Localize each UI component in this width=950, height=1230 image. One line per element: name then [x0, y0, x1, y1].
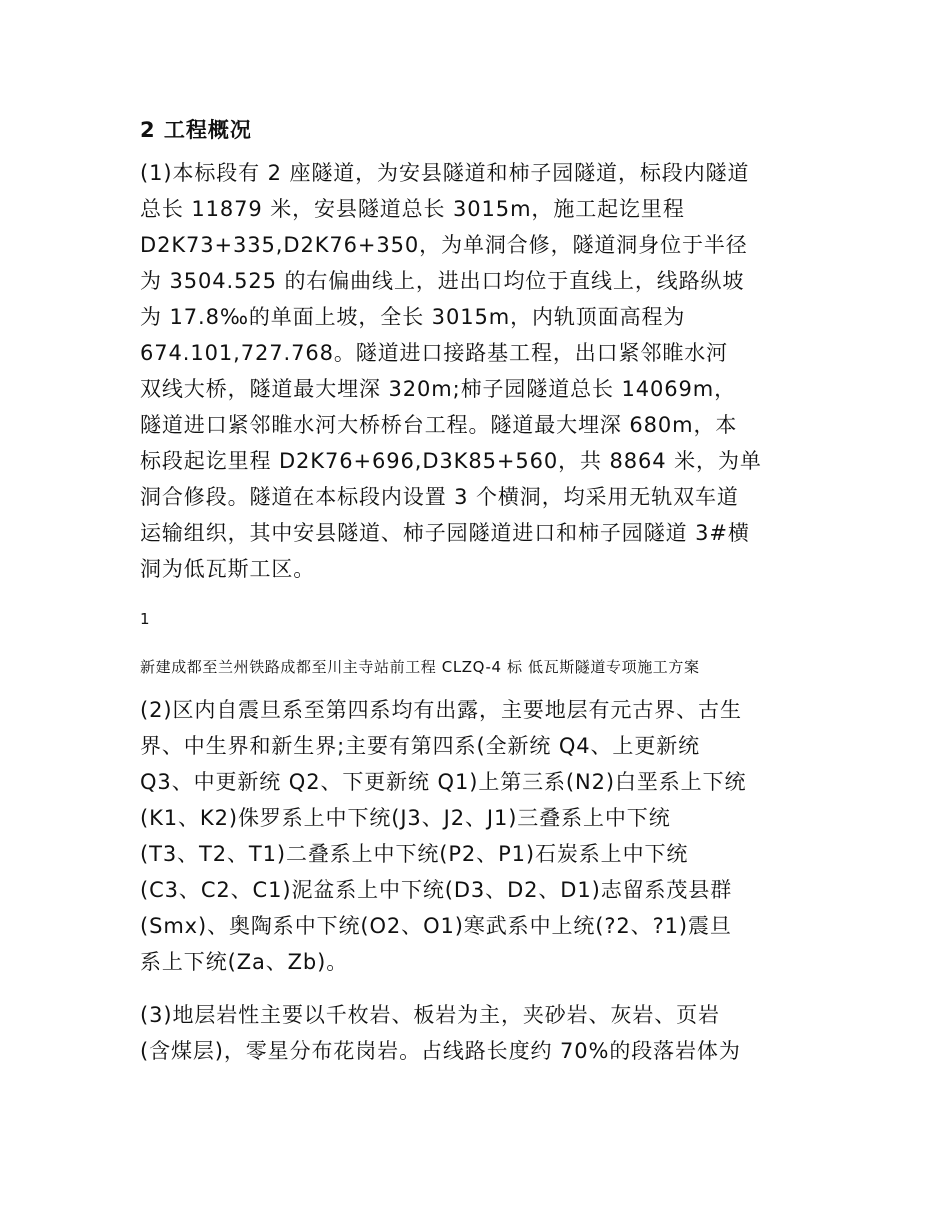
section-heading: 2 工程概况: [140, 118, 252, 142]
paragraph-line: D2K73+335,D2K76+350，为单洞合修，隧道洞身位于半径: [140, 233, 748, 257]
paragraph-line: 隧道进口紧邻睢水河大桥桥台工程。隧道最大埋深 680m，本: [140, 413, 738, 437]
paragraph-line: (K1、K2)侏罗系上中下统(J3、J2、J1)三叠系上中下统: [140, 806, 671, 830]
paragraph-line: 洞为低瓦斯工区。: [140, 557, 316, 581]
paragraph-line: (3)地层岩性主要以千枚岩、板岩为主，夹砂岩、灰岩、页岩: [140, 1003, 720, 1027]
paragraph-line: 总长 11879 米，安县隧道总长 3015m，施工起讫里程: [140, 197, 685, 221]
paragraph-line: 标段起讫里程 D2K76+696,D3K85+560，共 8864 米，为单: [140, 449, 762, 473]
paragraph-line: (C3、C2、C1)泥盆系上中下统(D3、D2、D1)志留系茂县群: [140, 878, 733, 902]
paragraph-line: 674.101,727.768。隧道进口接路基工程，出口紧邻睢水河: [140, 341, 729, 365]
paragraph-line: 界、中生界和新生界;主要有第四系(全新统 Q4、上更新统: [140, 734, 701, 758]
paragraph-line: 运输组织，其中安县隧道、柿子园隧道进口和柿子园隧道 3#横: [140, 521, 750, 545]
paragraph-strata: [140, 692, 816, 980]
paragraph-lithology: [140, 997, 816, 1069]
page-number: 1: [140, 610, 150, 628]
paragraph-line: (2)区内自震旦系至第四系均有出露，主要地层有元古界、古生: [140, 698, 742, 722]
paragraph-line: 系上下统(Za、Zb)。: [140, 950, 349, 974]
paragraph-line: (1)本标段有 2 座隧道，为安县隧道和柿子园隧道，标段内隧道: [140, 161, 750, 185]
paragraph-line: 洞合修段。隧道在本标段内设置 3 个横洞，均采用无轨双车道: [140, 485, 739, 509]
paragraph-line: (T3、T2、T1)二叠系上中下统(P2、P1)石炭系上中下统: [140, 842, 689, 866]
paragraph-line: 双线大桥，隧道最大埋深 320m;柿子园隧道总长 14069m，: [140, 377, 737, 401]
document-page: [140, 112, 816, 1069]
paragraph-line: (Smx)、奥陶系中下统(O2、O1)寒武系中上统(?2、?1)震旦: [140, 914, 732, 938]
paragraph-line: Q3、中更新统 Q2、下更新统 Q1)上第三系(N2)白垩系上下统: [140, 770, 747, 794]
running-header: 新建成都至兰州铁路成都至川主寺站前工程 CLZQ-4 标 低瓦斯隧道专项施工方案: [140, 658, 700, 676]
paragraph-line: 为 17.8‰的单面上坡，全长 3015m，内轨顶面高程为: [140, 305, 686, 329]
paragraph-line: (含煤层)，零星分布花岗岩。占线路长度约 70%的段落岩体为: [140, 1039, 741, 1063]
paragraph-tunnels-overview: [140, 155, 816, 587]
paragraph-line: 为 3504.525 的右偏曲线上，进出口均位于直线上，线路纵坡: [140, 269, 745, 293]
